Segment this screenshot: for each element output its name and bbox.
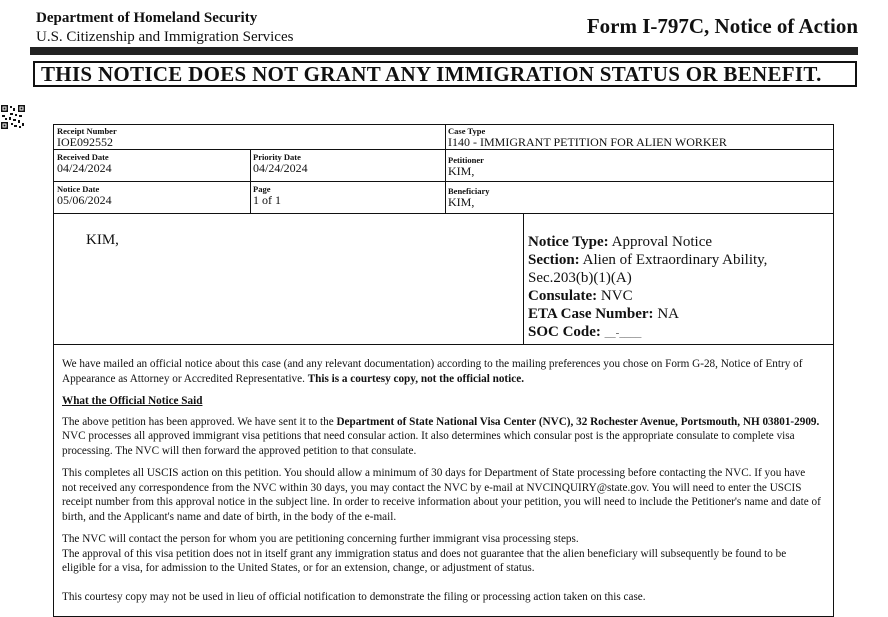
soc-value: __-____ bbox=[604, 327, 642, 339]
notice-date-label: Notice Date bbox=[57, 184, 100, 194]
notice-form bbox=[53, 124, 834, 617]
received-date-value: 04/24/2024 bbox=[57, 161, 112, 175]
petitioner-value: KIM, bbox=[448, 164, 475, 178]
petitioner-label: Petitioner bbox=[448, 155, 484, 165]
beneficiary-value: KIM, bbox=[448, 195, 475, 209]
recipient-name: KIM, bbox=[86, 232, 119, 248]
petitioner-field bbox=[448, 155, 484, 178]
grid-line bbox=[445, 125, 446, 213]
section bbox=[528, 251, 828, 269]
beneficiary-label: Beneficiary bbox=[448, 186, 490, 196]
soc-label: SOC Code: bbox=[528, 324, 601, 340]
paragraph-4 bbox=[62, 532, 822, 576]
grid-line bbox=[54, 149, 833, 150]
grid-line bbox=[54, 181, 833, 182]
case-type-field bbox=[448, 126, 727, 149]
grid-line bbox=[54, 213, 833, 214]
page-value: 1 of 1 bbox=[253, 193, 281, 207]
status-banner: THIS NOTICE DOES NOT GRANT ANY IMMIGRATION STATUS OR BENEFIT. bbox=[33, 61, 857, 87]
notice-date-field bbox=[57, 184, 112, 207]
priority-date-field bbox=[253, 152, 308, 175]
p2-bold-text: Department of State National Visa Center (NVC), 32 Rochester Avenue, Portsmouth, NH 03801-2909. bbox=[336, 415, 820, 428]
receipt-number-label: Receipt Number bbox=[57, 126, 117, 136]
section-value: Alien of Extraordinary Ability, bbox=[582, 252, 768, 268]
header-rule bbox=[30, 47, 858, 55]
page-label: Page bbox=[253, 184, 271, 194]
notice-body bbox=[62, 357, 822, 612]
receipt-number-value: IOE092552 bbox=[57, 135, 113, 149]
grid-line bbox=[250, 150, 251, 213]
p2-text-b: NVC processes all approved immigrant visa petitions that need consular action. It also determines which consular post is the appropriate consulate to complete visa processing. The NVC will then forward the approved petition to that consulate. bbox=[62, 430, 795, 457]
soc-code bbox=[528, 323, 828, 342]
consulate-label: Consulate: bbox=[528, 288, 598, 304]
paragraph-1 bbox=[62, 357, 822, 386]
consulate-value: NVC bbox=[600, 288, 633, 304]
p1-bold-text: This is a courtesy copy, not the official notice. bbox=[307, 372, 524, 385]
receipt-number-field bbox=[57, 126, 117, 149]
paragraph-2 bbox=[62, 415, 822, 459]
priority-date-value: 04/24/2024 bbox=[253, 161, 308, 175]
grid-line bbox=[54, 344, 833, 345]
barcode-icon bbox=[0, 104, 26, 130]
subagency-name: U.S. Citizenship and Immigration Services bbox=[36, 29, 294, 45]
p4-text-b: The approval of this visa petition does not in itself grant any immigration status and does not guarantee that the alien beneficiary will subsequently be found to be eligible for a visa, for admission to the United States, or for an extension, change, or adjustment of status. bbox=[62, 547, 787, 574]
eta-case-number bbox=[528, 305, 828, 323]
section-label: Section: bbox=[528, 252, 580, 268]
notice-info bbox=[528, 233, 828, 342]
paragraph-3: This completes all USCIS action on this petition. You should allow a minimum of 30 days for Department of State processing before contacting the NVC. If you have not received any correspondence from the NVC within 30 days, you may contact the NVC by e-mail at NVCINQUIRY@state.gov. You will need to enter the USCIS receipt number from this approval notice in the subject line. In order to receive information about your petition, you will need to include the Petitioner's name and date of birth, and the Applicant's name and date of birth, in the body of the e-mail. bbox=[62, 467, 821, 523]
case-type-value: I140 - IMMIGRANT PETITION FOR ALIEN WORKER bbox=[448, 135, 727, 149]
notice-type bbox=[528, 233, 828, 251]
p4-text-a: The NVC will contact the person for whom you are petitioning concerning further immigrant visa processing steps. bbox=[62, 533, 579, 545]
section-heading: What the Official Notice Said bbox=[62, 395, 203, 407]
eta-label: ETA Case Number: bbox=[528, 306, 654, 322]
section-value-2: Sec.203(b)(1)(A) bbox=[528, 270, 632, 286]
page-field bbox=[253, 184, 281, 207]
paragraph-5: This courtesy copy may not be used in lieu of official notification to demonstrate the filing or processing action taken on this case. bbox=[62, 590, 646, 603]
agency-name: Department of Homeland Security bbox=[36, 10, 258, 26]
eta-value: NA bbox=[657, 306, 679, 322]
consulate bbox=[528, 287, 828, 305]
p2-text-a: The above petition has been approved. We have sent it to the bbox=[62, 415, 334, 428]
priority-date-label: Priority Date bbox=[253, 152, 301, 162]
beneficiary-field bbox=[448, 186, 490, 209]
received-date-label: Received Date bbox=[57, 152, 109, 162]
received-date-field bbox=[57, 152, 112, 175]
notice-type-value: Approval Notice bbox=[611, 234, 713, 250]
case-type-label: Case Type bbox=[448, 126, 486, 136]
notice-type-label: Notice Type: bbox=[528, 234, 609, 250]
form-title: Form I-797C, Notice of Action bbox=[586, 14, 858, 38]
notice-date-value: 05/06/2024 bbox=[57, 193, 112, 207]
p1-text: We have mailed an official notice about this case (and any relevant documentation) according to the mailing preferences you chose on Form G-28, Notice of Entry of Appearance as Attorney or Accredited Representative. bbox=[62, 358, 803, 385]
grid-line bbox=[523, 213, 524, 344]
